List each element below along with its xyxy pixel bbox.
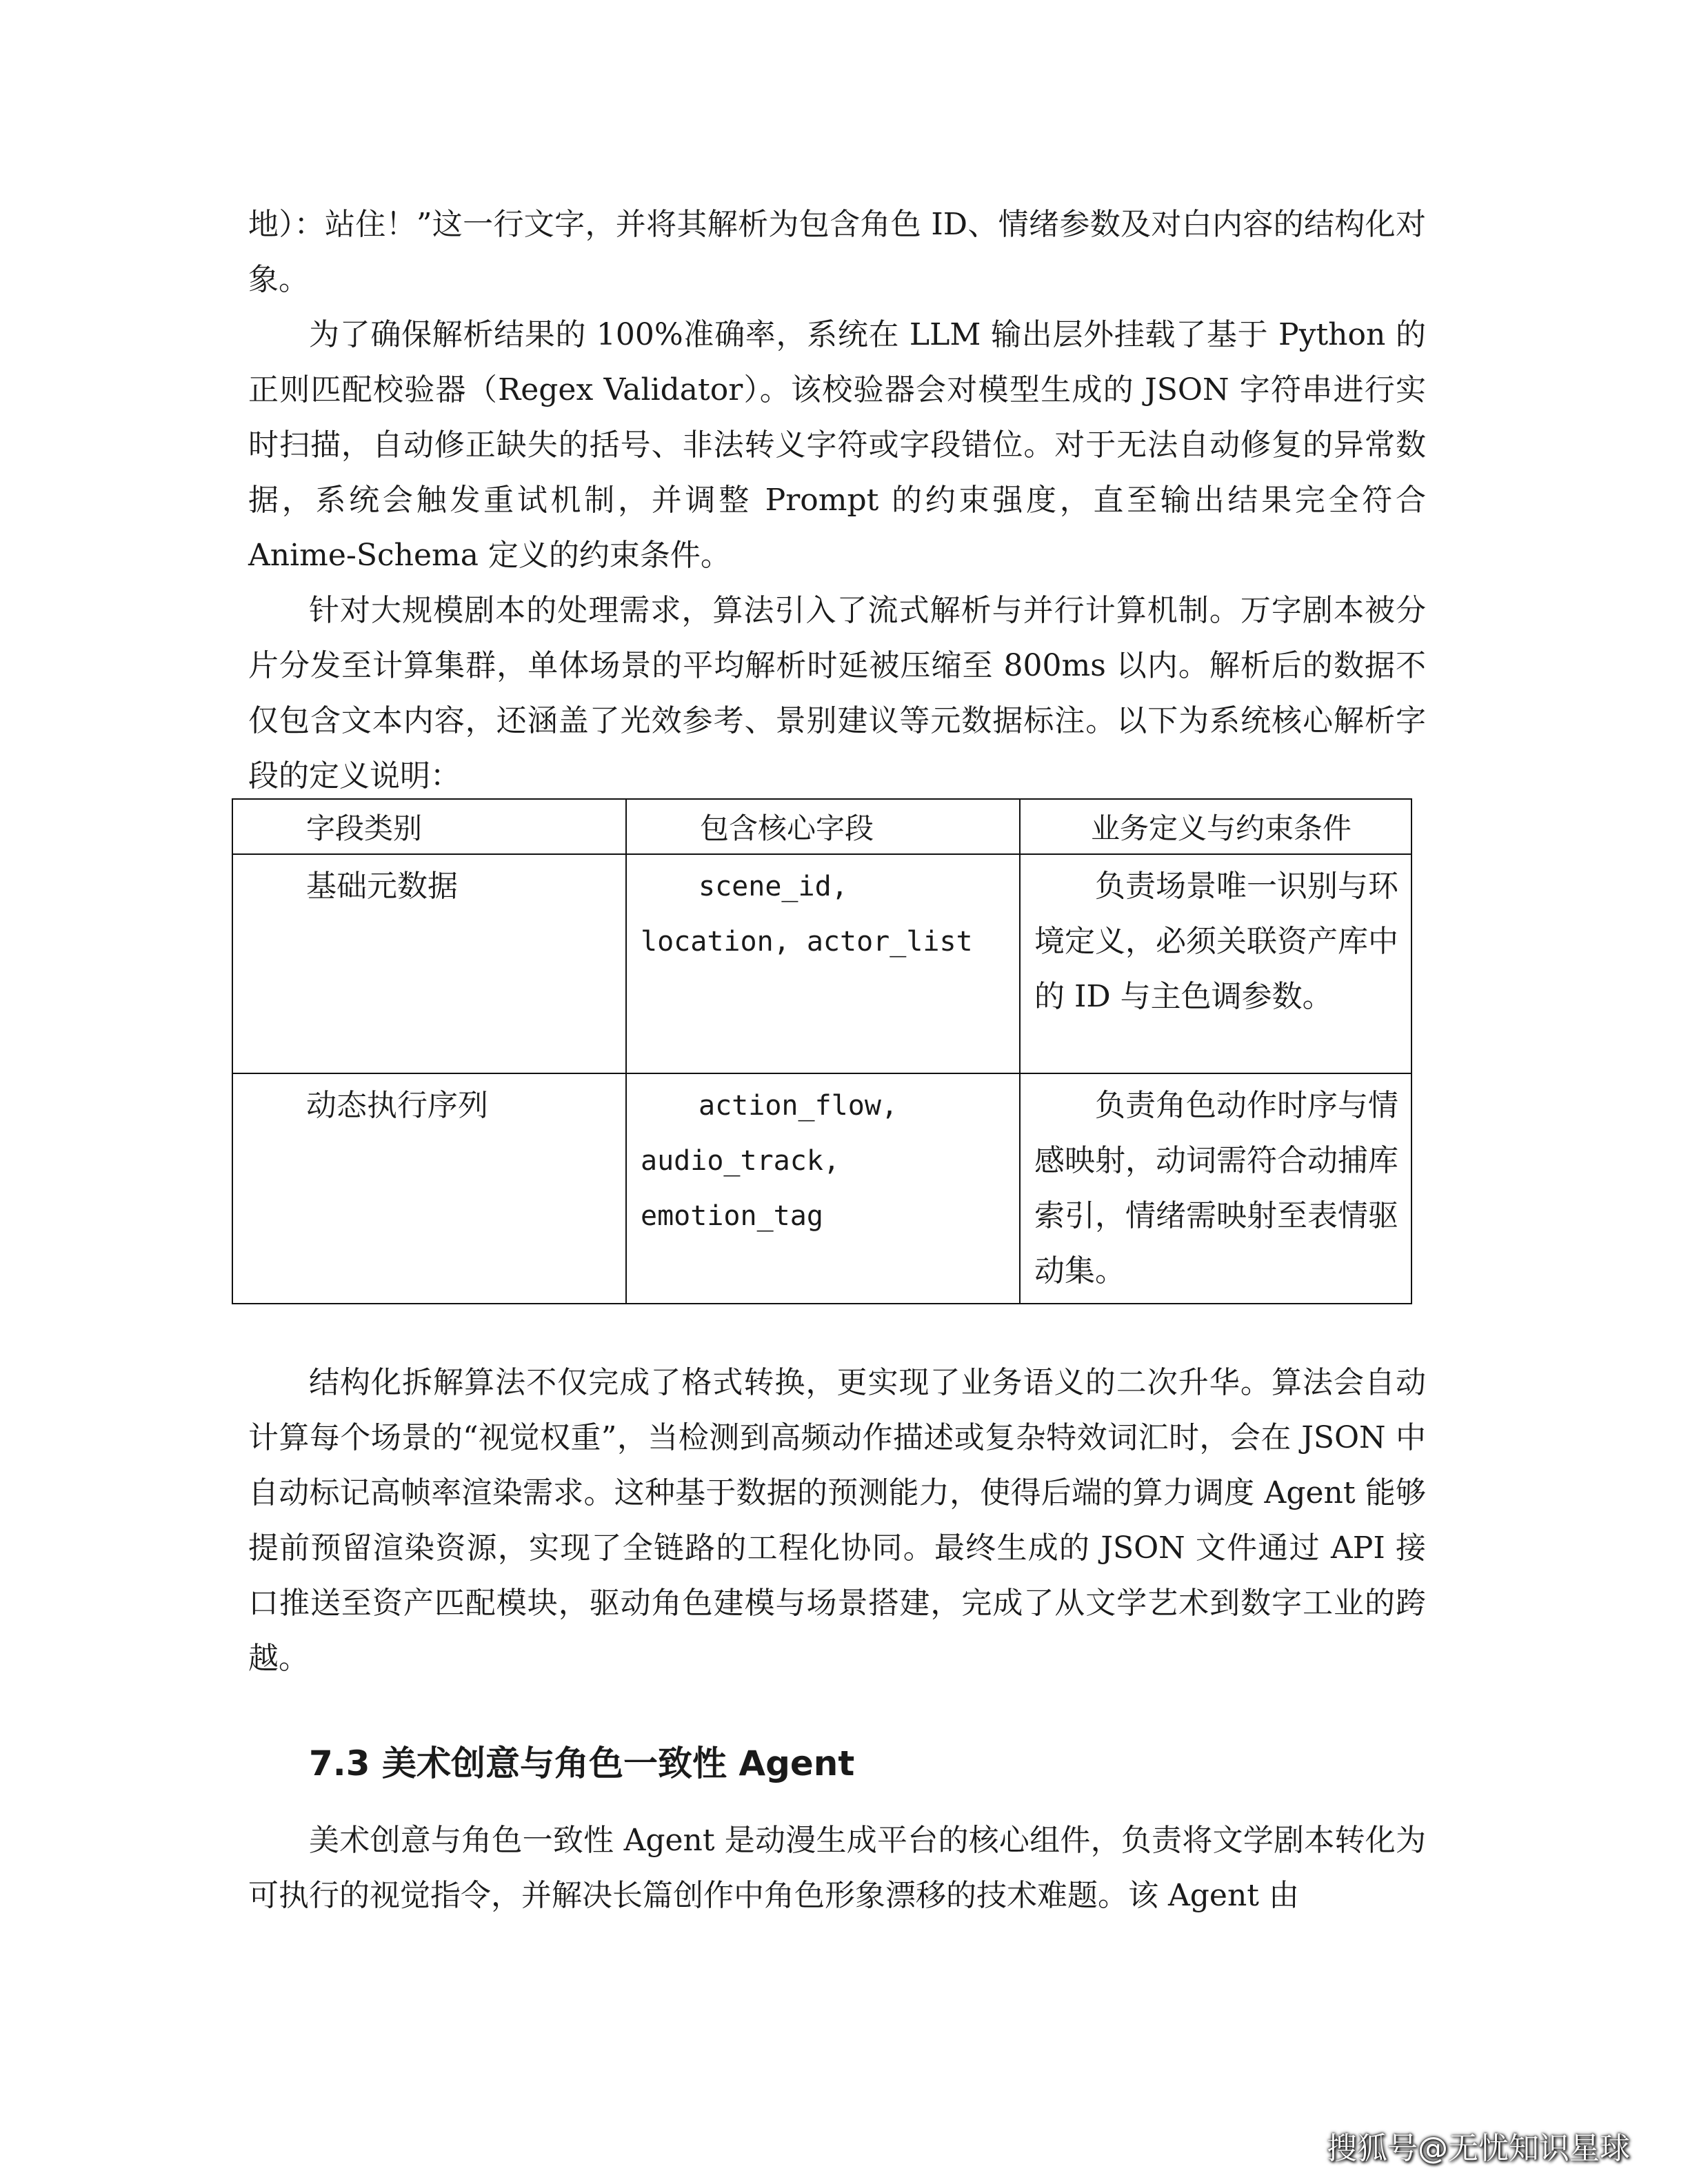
paragraph-continuation: 地）：站住！”这一行文字，并将其解析为包含角色 ID、情绪参数及对白内容的结构化对象。 bbox=[248, 207, 1426, 297]
definition-text: 负责场景唯一识别与环境定义，必须关联资产库中的 ID 与主色调参数。 bbox=[1034, 869, 1398, 1014]
cell-definition bbox=[1020, 854, 1411, 1073]
paragraph-regex-validator: 为了确保解析结果的 100%准确率，系统在 LLM 输出层外挂载了基于 Python 的正则匹配校验器（Regex Validator）。该校验器会对模型生成的 JSON 字符串进行实时扫描，自动修正缺失的括号、非法转义字符或字段错位。对于无法自动修复的异常数据，系统会触发重试机制，并调整 Prompt 的约束强度，直至输出结果完全符合 Anime-Schema 定义的约束条件。 bbox=[248, 317, 1426, 573]
cell-category: 动态执行序列 bbox=[232, 1073, 626, 1304]
definition-text: 负责角色动作时序与情感映射，动词需符合动捕库索引，情绪需映射至表情驱动集。 bbox=[1034, 1088, 1398, 1288]
cell-category: 基础元数据 bbox=[232, 854, 626, 1073]
header-definition: 业务定义与约束条件 bbox=[1020, 799, 1411, 854]
core-fields-line1: action_flow, bbox=[699, 1090, 898, 1122]
core-fields-rest: audio_track, emotion_tag bbox=[641, 1145, 840, 1232]
paragraph-stream-parsing: 针对大规模剧本的处理需求，算法引入了流式解析与并行计算机制。万字剧本被分片分发至计算集群，单体场景的平均解析时延被压缩至 800ms 以内。解析后的数据不仅包含文本内容，还涵盖了光效参考、景别建议等元数据标注。以下为系统核心解析字段的定义说明： bbox=[248, 593, 1426, 793]
core-fields-rest: location, actor_list bbox=[641, 926, 973, 958]
paragraph-semantic-upgrade: 结构化拆解算法不仅完成了格式转换，更实现了业务语义的二次升华。算法会自动计算每个场景的“视觉权重”，当检测到高频动作描述或复杂特效词汇时，会在 JSON 中自动标记高帧率渲染需求。这种基于数据的预测能力，使得后端的算力调度 Agent 能够提前预留渲染资源，实现了全链路的工程化协同。最终生成的 JSON 文件通过 API 接口推送至资产匹配模块，驱动角色建模与场景搭建，完成了从文学艺术到数字工业的跨越。 bbox=[248, 1365, 1426, 1676]
table-header-row bbox=[232, 799, 1411, 854]
header-field-category: 字段类别 bbox=[232, 799, 626, 854]
paragraph-art-agent: 美术创意与角色一致性 Agent 是动漫生成平台的核心组件，负责将文学剧本转化为可执行的视觉指令，并解决长篇创作中角色形象漂移的技术难题。该 Agent 由 bbox=[248, 1823, 1426, 1913]
header-core-fields: 包含核心字段 bbox=[626, 799, 1020, 854]
section-heading: 7.3 美术创意与角色一致性 Agent bbox=[309, 1743, 855, 1783]
core-fields-line1: scene_id, bbox=[699, 871, 848, 902]
cell-core-fields bbox=[626, 854, 1020, 1073]
field-definition-table bbox=[232, 798, 1412, 1304]
source-watermark: 搜狐号@无忧知识星球 bbox=[1327, 2131, 1630, 2166]
cell-definition bbox=[1020, 1073, 1411, 1304]
table-row bbox=[232, 1073, 1411, 1304]
table-row bbox=[232, 854, 1411, 1073]
cell-core-fields bbox=[626, 1073, 1020, 1304]
